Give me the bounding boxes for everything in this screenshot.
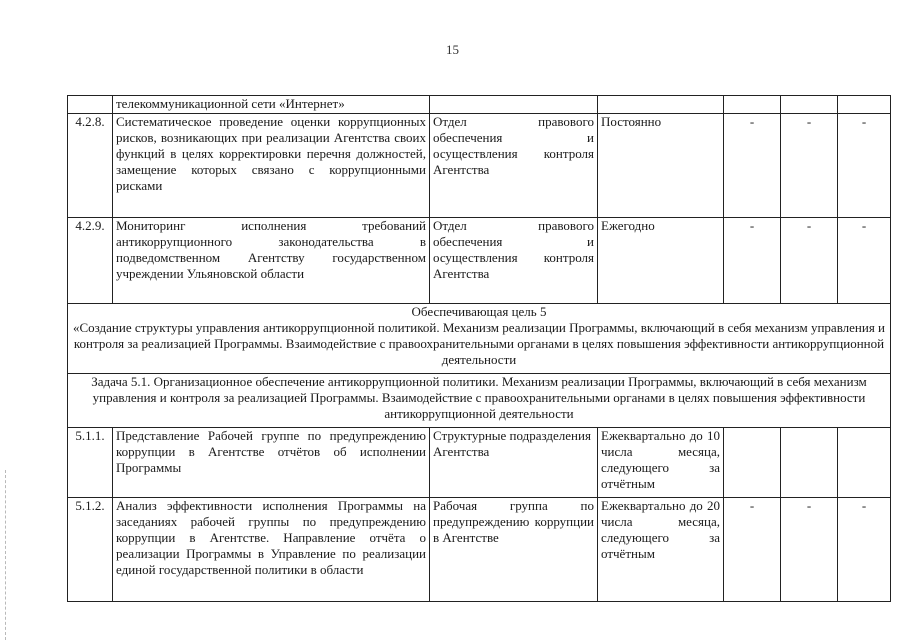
table-row [68, 114, 891, 218]
term-cell [598, 96, 724, 114]
task-row [68, 374, 891, 428]
item-description: Представление Рабочей группе по предупреждению коррупции в Агентстве отчётов об исполнении Программы [113, 428, 430, 498]
item-executor: Рабочая группа по предупреждению коррупции в Агентстве [430, 498, 598, 602]
extra-cell [838, 428, 891, 498]
item-dash: - [838, 498, 891, 602]
item-description: Анализ эффективности исполнения Программы на заседаниях рабочей группы по предупреждению коррупции в Агентстве. Направление отчёта о реализации Программы в Управление по реализации единой государственной политики в области [113, 498, 430, 602]
goal-row [68, 304, 891, 374]
task-cell: Задача 5.1. Организационное обеспечение антикоррупционной политики. Механизм реализации Программы, включающий в себя механизм управления и контроля за реализацией Программы. Взаимодействие с правоохранительными органами в целях повышения эффективности антикоррупционной деятельности [68, 374, 891, 428]
extra-cell [781, 428, 838, 498]
item-term: Постоянно [598, 114, 724, 218]
num-cell [68, 96, 113, 114]
program-measures-table [67, 95, 891, 602]
item-number: 4.2.9. [68, 218, 113, 304]
executor-cell [430, 96, 598, 114]
extra-cell [781, 96, 838, 114]
item-dash: - [838, 114, 891, 218]
scan-edge-mark [5, 470, 7, 640]
item-executor: Отдел правового обеспечения и осуществления контроля Агентства [430, 218, 598, 304]
table-row [68, 428, 891, 498]
table-row-continuation [68, 96, 891, 114]
item-term: Ежеквартально до 10 числа месяца, следующего за отчётным [598, 428, 724, 498]
goal-cell [68, 304, 891, 374]
table-row [68, 218, 891, 304]
item-term: Ежегодно [598, 218, 724, 304]
item-description: Систематическое проведение оценки коррупционных рисков, возникающих при реализации Агентства своих функций в целях корректировки перечня должностей, замещение которых связано с коррупционными рисками [113, 114, 430, 218]
table-row [68, 498, 891, 602]
item-number: 5.1.2. [68, 498, 113, 602]
item-executor: Отдел правового обеспечения и осуществления контроля Агентства [430, 114, 598, 218]
description-cell: телекоммуникационной сети «Интернет» [113, 96, 430, 114]
goal-title: Обеспечивающая цель 5 [411, 304, 547, 319]
item-description: Мониторинг исполнения требований антикоррупционного законодательства в подведомственном Агентству государственном учреждении Ульяновской области [113, 218, 430, 304]
item-dash: - [724, 218, 781, 304]
item-dash: - [724, 498, 781, 602]
goal-text: «Создание структуры управления антикоррупционной политикой. Механизм реализации Программы, включающий в себя механизм управления и контроля за реализацией Программы. Взаимодействие с правоохранительными органами в целях повышения эффективности антикоррупционной деятельности [72, 320, 886, 367]
item-dash: - [781, 218, 838, 304]
item-number: 5.1.1. [68, 428, 113, 498]
page-number: 15 [446, 42, 459, 57]
extra-cell [724, 428, 781, 498]
item-dash: - [781, 114, 838, 218]
extra-cell [838, 96, 891, 114]
item-dash: - [838, 218, 891, 304]
item-dash: - [781, 498, 838, 602]
item-term: Ежеквартально до 20 числа месяца, следующего за отчётным [598, 498, 724, 602]
extra-cell [724, 96, 781, 114]
item-executor: Структурные подразделения Агентства [430, 428, 598, 498]
item-dash: - [724, 114, 781, 218]
item-number: 4.2.8. [68, 114, 113, 218]
